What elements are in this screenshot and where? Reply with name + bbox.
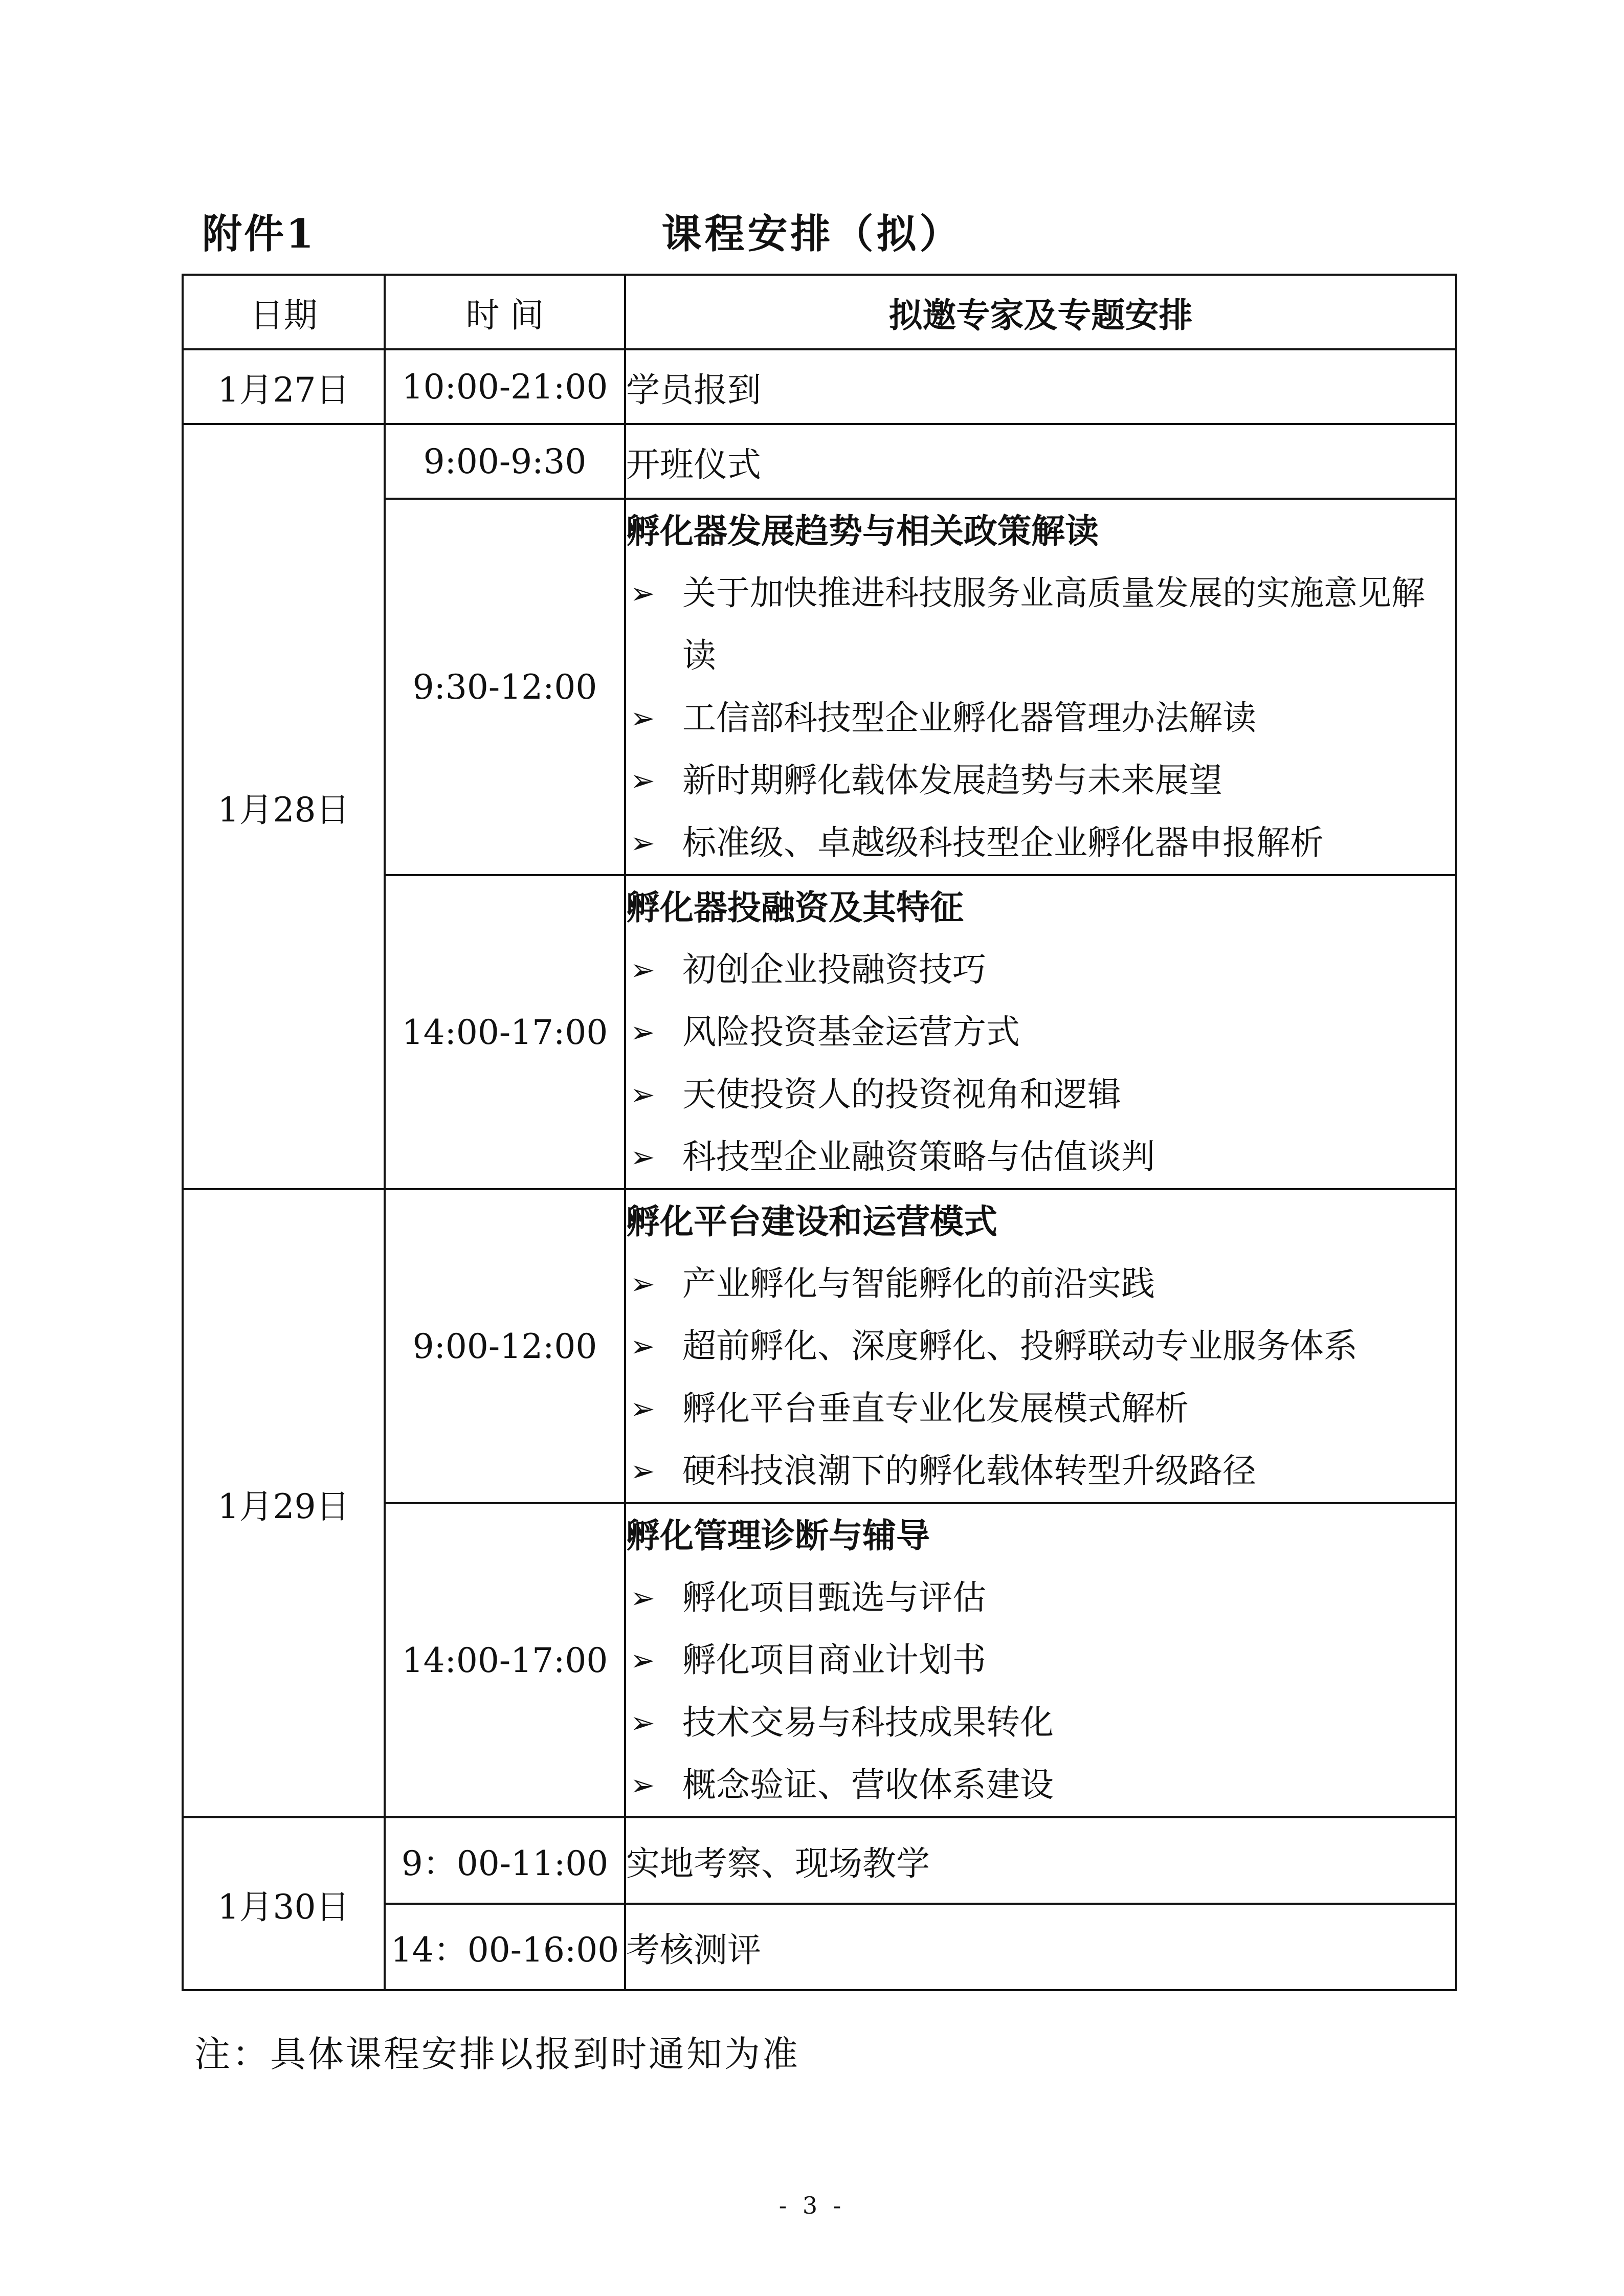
- arrow-bullet-icon: ➢: [630, 1015, 655, 1050]
- topic-block-title: 孵化平台建设和运营模式: [626, 1201, 997, 1241]
- topic-item-list: [626, 1253, 1455, 1502]
- arrow-bullet-icon: ➢: [630, 1266, 655, 1301]
- list-item-text: 孵化平台垂直专业化发展模式解析: [682, 1389, 1189, 1428]
- list-item: [626, 812, 1455, 874]
- list-item-text: 科技型企业融资策略与估值谈判: [682, 1137, 1155, 1176]
- list-item: [626, 1063, 1455, 1126]
- arrow-bullet-icon: ➢: [630, 763, 655, 798]
- list-item-text: 新时期孵化载体发展趋势与未来展望: [682, 761, 1222, 800]
- list-item: [626, 1440, 1455, 1502]
- topic-cell: [625, 1503, 1456, 1817]
- list-item: [626, 1315, 1455, 1377]
- arrow-bullet-icon: ➢: [630, 826, 655, 860]
- list-item-text: 孵化项目甄选与评估: [682, 1578, 986, 1617]
- time-cell: 9:00-9:30: [385, 424, 625, 499]
- list-item-text: 概念验证、营收体系建设: [682, 1765, 1054, 1804]
- list-item: [626, 1567, 1455, 1629]
- topic-block-title: 孵化管理诊断与辅导: [626, 1515, 930, 1555]
- arrow-bullet-icon: ➢: [630, 576, 655, 611]
- arrow-bullet-icon: ➢: [630, 1329, 655, 1364]
- list-item: [626, 1377, 1455, 1440]
- arrow-bullet-icon: ➢: [630, 1391, 655, 1426]
- topic-item-list: [626, 939, 1455, 1188]
- arrow-bullet-icon: ➢: [630, 1580, 655, 1615]
- list-item: [626, 1001, 1455, 1063]
- arrow-bullet-icon: ➢: [630, 1705, 655, 1740]
- time-cell: 10:00-21:00: [385, 349, 625, 424]
- list-item: [626, 939, 1455, 1001]
- header-time: 时 间: [385, 275, 625, 349]
- date-cell: 1月28日: [183, 424, 385, 1189]
- time-cell: 9:00-12:00: [385, 1189, 625, 1503]
- time-cell: 14:00-17:00: [385, 1503, 625, 1817]
- list-item: [626, 687, 1455, 749]
- attachment-label: 附件1: [202, 211, 316, 257]
- arrow-bullet-icon: ➢: [630, 1768, 655, 1802]
- topic-item-list: [626, 1567, 1455, 1816]
- table-row: [183, 1817, 1456, 1904]
- time-cell: 9:30-12:00: [385, 499, 625, 875]
- list-item: [626, 1691, 1455, 1754]
- list-item-text: 天使投资人的投资视角和逻辑: [682, 1075, 1121, 1114]
- list-item-text: 工信部科技型企业孵化器管理办法解读: [682, 698, 1256, 738]
- list-item: [626, 1126, 1455, 1188]
- time-cell: 9：00-11:00: [385, 1817, 625, 1904]
- list-item: [626, 749, 1455, 812]
- table-row: [183, 424, 1456, 499]
- header-topic: 拟邀专家及专题安排: [625, 275, 1456, 349]
- arrow-bullet-icon: ➢: [630, 952, 655, 987]
- list-item-text: 风险投资基金运营方式: [682, 1012, 1020, 1052]
- list-item-text: 关于加快推进科技服务业高质量发展的实施意见解读: [682, 573, 1425, 675]
- date-cell: 1月30日: [183, 1817, 385, 1990]
- topic-block-title: 孵化器发展趋势与相关政策解读: [626, 511, 1099, 551]
- schedule-table: [182, 274, 1457, 1991]
- arrow-bullet-icon: ➢: [630, 1643, 655, 1678]
- list-item: [626, 1253, 1455, 1315]
- list-item: [626, 1629, 1455, 1691]
- topic-cell: 考核测评: [625, 1904, 1456, 1990]
- table-row: [183, 1189, 1456, 1503]
- topic-cell: 开班仪式: [625, 424, 1456, 499]
- time-cell: 14:00-17:00: [385, 875, 625, 1189]
- list-item: [626, 1754, 1455, 1816]
- arrow-bullet-icon: ➢: [630, 1077, 655, 1112]
- list-item-text: 产业孵化与智能孵化的前沿实践: [682, 1264, 1155, 1303]
- arrow-bullet-icon: ➢: [630, 1140, 655, 1174]
- list-item-text: 技术交易与科技成果转化: [682, 1703, 1054, 1742]
- topic-item-list: [626, 562, 1455, 874]
- topic-cell: 学员报到: [625, 349, 1456, 424]
- topic-cell: [625, 875, 1456, 1189]
- footer-note: 注：具体课程安排以报到时通知为准: [194, 2033, 800, 2075]
- list-item-text: 硬科技浪潮下的孵化载体转型升级路径: [682, 1451, 1256, 1490]
- page-title: 课程安排（拟）: [661, 211, 963, 257]
- topic-block-title: 孵化器投融资及其特征: [626, 887, 964, 927]
- list-item: [626, 562, 1455, 687]
- table-header-row: [183, 275, 1456, 349]
- arrow-bullet-icon: ➢: [630, 701, 655, 735]
- list-item-text: 超前孵化、深度孵化、投孵联动专业服务体系: [682, 1326, 1358, 1366]
- list-item-text: 孵化项目商业计划书: [682, 1640, 986, 1680]
- header-date: 日期: [183, 275, 385, 349]
- time-cell: 14：00-16:00: [385, 1904, 625, 1990]
- topic-cell: [625, 1189, 1456, 1503]
- topic-cell: [625, 499, 1456, 875]
- page-number: - 3 -: [778, 2192, 846, 2219]
- list-item-text: 初创企业投融资技巧: [682, 950, 986, 989]
- topic-cell: 实地考察、现场教学: [625, 1817, 1456, 1904]
- arrow-bullet-icon: ➢: [630, 1454, 655, 1488]
- date-cell: 1月27日: [183, 349, 385, 424]
- date-cell: 1月29日: [183, 1189, 385, 1817]
- list-item-text: 标准级、卓越级科技型企业孵化器申报解析: [682, 823, 1324, 862]
- table-row: [183, 349, 1456, 424]
